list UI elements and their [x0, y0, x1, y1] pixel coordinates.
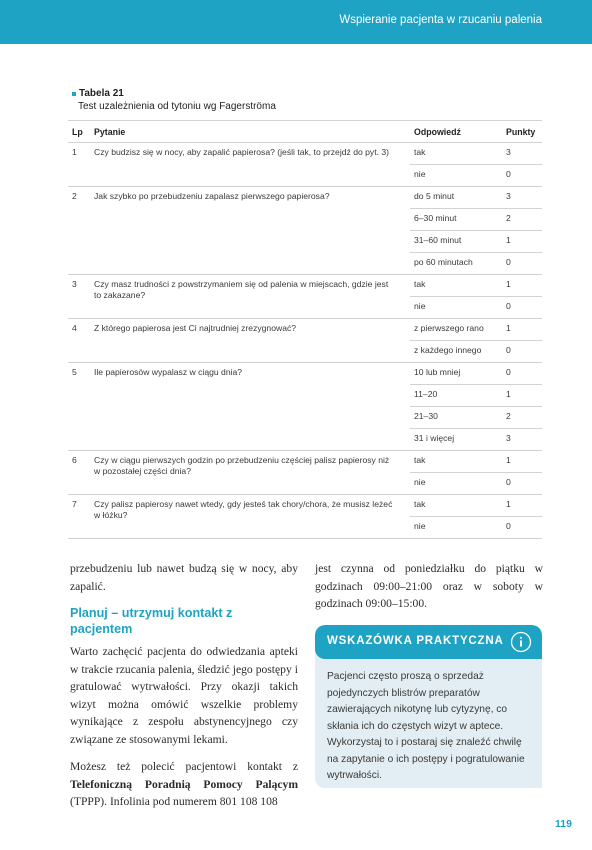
tip-header [315, 625, 542, 659]
points-value: 0 [502, 253, 542, 275]
tip-text: Pacjenci często proszą o sprzedaż pojedynczych blistrów preparatów zawierających nikotynę lub cytyzynę, co skłania ich do częstych wizyt w aptece. Wykorzystaj to i postaraj się znaleźć chwilę na zapytanie o ich postępy i pogratulowanie wytrwałości. [327, 671, 525, 781]
question-text: Czy masz trudności z powstrzymaniem się od palenia w miejscach, gdzie jest to zakazane? [90, 275, 410, 319]
points-value: 1 [502, 495, 542, 517]
row-number: 5 [68, 363, 90, 451]
body-paragraph: jest czynna od poniedziałku do piątku w godzinach 09:00–21:00 oraz w soboty w godzinach 09:00–15:00. [315, 562, 543, 610]
table-row [68, 143, 542, 165]
table-row [68, 451, 542, 473]
points-value: 0 [502, 473, 542, 495]
row-number: 1 [68, 143, 90, 187]
body-paragraph-tppp [70, 758, 298, 811]
points-value: 0 [502, 165, 542, 187]
points-value: 3 [502, 187, 542, 209]
points-value: 1 [502, 319, 542, 341]
table-label: Tabela 21 [79, 88, 124, 99]
answer-text: 31 i więcej [410, 429, 502, 451]
answer-text: z pierwszego rano [410, 319, 502, 341]
points-value: 3 [502, 143, 542, 165]
bullet-square-icon [72, 92, 76, 96]
table-row [68, 319, 542, 341]
answer-text: nie [410, 165, 502, 187]
table-row [68, 187, 542, 209]
fagerstrom-table [68, 120, 542, 539]
answer-text: z każdego innego [410, 341, 502, 363]
column-header-lp: Lp [68, 121, 90, 143]
row-number: 6 [68, 451, 90, 495]
header-bar [0, 0, 592, 44]
points-value: 1 [502, 275, 542, 297]
answer-text: tak [410, 495, 502, 517]
body-paragraph: przebudzeniu lub nawet budzą się w nocy, aby zapalić. [70, 562, 298, 593]
answer-text: do 5 minut [410, 187, 502, 209]
page-number: 119 [555, 818, 572, 830]
points-value: 0 [502, 341, 542, 363]
answer-text: tak [410, 451, 502, 473]
question-text: Z którego papierosa jest Ci najtrudniej zrezygnować? [90, 319, 410, 363]
tppp-name: Telefoniczną Poradnią Pomocy Palącym [70, 777, 298, 791]
points-value: 0 [502, 517, 542, 539]
answer-text: nie [410, 517, 502, 539]
row-number: 2 [68, 187, 90, 275]
table-label-row [72, 88, 276, 99]
row-number: 4 [68, 319, 90, 363]
table-title: Test uzależnienia od tytoniu wg Fagerströma [78, 101, 276, 112]
answer-text: nie [410, 473, 502, 495]
points-value: 1 [502, 451, 542, 473]
answer-text: tak [410, 275, 502, 297]
points-value: 2 [502, 209, 542, 231]
question-text: Jak szybko po przebudzeniu zapalasz pierwszego papierosa? [90, 187, 410, 275]
answer-text: nie [410, 297, 502, 319]
row-number: 7 [68, 495, 90, 539]
answer-text: po 60 minutach [410, 253, 502, 275]
body-text: Możesz też polecić pacjentowi kontakt z [70, 760, 298, 773]
question-text: Czy w ciągu pierwszych godzin po przebudzeniu częściej palisz papierosy niż w pozostałej części dnia? [90, 451, 410, 495]
points-value: 1 [502, 385, 542, 407]
answer-text: 11–20 [410, 385, 502, 407]
info-bulb-icon [510, 631, 532, 653]
table-row [68, 495, 542, 517]
column-header-answer: Odpowiedź [410, 121, 502, 143]
body-text: (TPPP). Infolinia pod numerem 801 108 108 [70, 795, 278, 808]
points-value: 0 [502, 363, 542, 385]
column-header-points: Punkty [502, 121, 542, 143]
right-text-column [315, 560, 543, 613]
points-value: 0 [502, 297, 542, 319]
row-number: 3 [68, 275, 90, 319]
answer-text: tak [410, 143, 502, 165]
answer-text: 21–30 [410, 407, 502, 429]
answer-text: 31–60 minut [410, 231, 502, 253]
table-caption [72, 88, 276, 112]
tip-title: WSKAZÓWKA PRAKTYCZNA [327, 635, 504, 647]
running-header-title: Wspieranie pacjenta w rzucaniu palenia [339, 14, 542, 26]
points-value: 3 [502, 429, 542, 451]
table-body [68, 143, 542, 539]
answer-text: 6–30 minut [410, 209, 502, 231]
practical-tip-box [315, 625, 542, 788]
points-value: 2 [502, 407, 542, 429]
table-row [68, 275, 542, 297]
left-text-column [70, 560, 298, 821]
answer-text: 10 lub mniej [410, 363, 502, 385]
section-heading: Planuj – utrzymuj kontakt z pacjentem [70, 606, 233, 636]
table-header-row [68, 121, 542, 143]
table-row [68, 363, 542, 385]
body-paragraph: Warto zachęcić pacjenta do odwiedzania apteki w trakcie rzucania palenia, śledzić jego postępy i gratulować wytrwałości. Przy okazji takich wizyt można omówić wszelkie problemy wynikające z zespołu abstynencyjnego czy związane ze stosowanymi lekami. [70, 645, 298, 746]
points-value: 1 [502, 231, 542, 253]
question-text: Czy palisz papierosy nawet wtedy, gdy jesteś tak chory/chora, że musisz leżeć w łóżku? [90, 495, 410, 539]
question-text: Czy budzisz się w nocy, aby zapalić papierosa? (jeśli tak, to przejdź do pyt. 3) [90, 143, 410, 187]
question-text: Ile papierosów wypalasz w ciągu dnia? [90, 363, 410, 451]
column-header-question: Pytanie [90, 121, 410, 143]
